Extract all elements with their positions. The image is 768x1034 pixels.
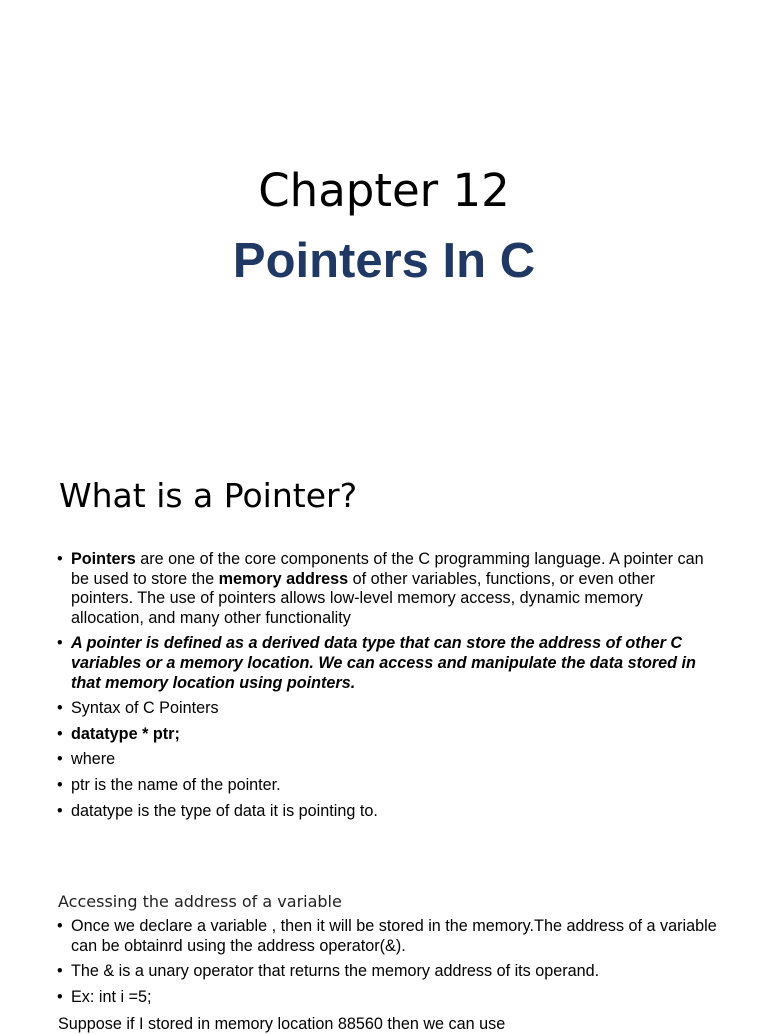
bullet-unary-operator: • The & is a unary operator that returns the memory address of its operand.	[57, 962, 717, 982]
address-bullet-list	[57, 917, 717, 1013]
bullet-ptr-desc: • ptr is the name of the pointer.	[57, 776, 717, 796]
bullet-datatype-desc: • datatype is the type of data it is pointing to.	[57, 802, 717, 822]
cut-off-text-line: Suppose if I stored in memory location 88560 then we can use	[58, 1015, 506, 1033]
bullet-definition	[57, 634, 717, 693]
definition-text: A pointer is defined as a derived data type that can store the address of other C variables or a memory location. We can access and manipulate the data stored in that memory location using pointers.	[71, 634, 696, 692]
bullet-syntax-label: • Syntax of C Pointers	[57, 699, 717, 719]
bold-term-pointers: Pointers	[71, 550, 136, 568]
title-slide	[0, 0, 768, 440]
bullet-syntax-code	[57, 725, 717, 745]
bullet-address-operator: • Once we declare a variable , then it will be stored in the memory.The address of a variable can be obtainrd using the address operator(&).	[57, 917, 717, 956]
syntax-code: datatype * ptr;	[71, 724, 180, 743]
section-heading: What is a Pointer?	[59, 476, 358, 515]
bullet-example: • Ex: int i =5;	[57, 988, 717, 1008]
pointer-bullet-list	[57, 550, 717, 827]
bold-term-memory-address: memory address	[218, 569, 349, 588]
bullet-text: of other variables, functions, or even other pointers. The use of pointers allows low-level memory access, dynamic memory allocation, and many other functionality	[71, 569, 656, 627]
chapter-label: Chapter 12	[258, 164, 510, 217]
bullet-where: • where	[57, 750, 717, 770]
bullet-text: are one of the core components of the C programming language. A pointer can be used to store the	[71, 550, 704, 588]
address-section-heading: Accessing the address of a variable	[58, 892, 342, 911]
bullet-pointers-intro	[57, 550, 717, 628]
slide-title: Pointers In C	[232, 234, 536, 288]
